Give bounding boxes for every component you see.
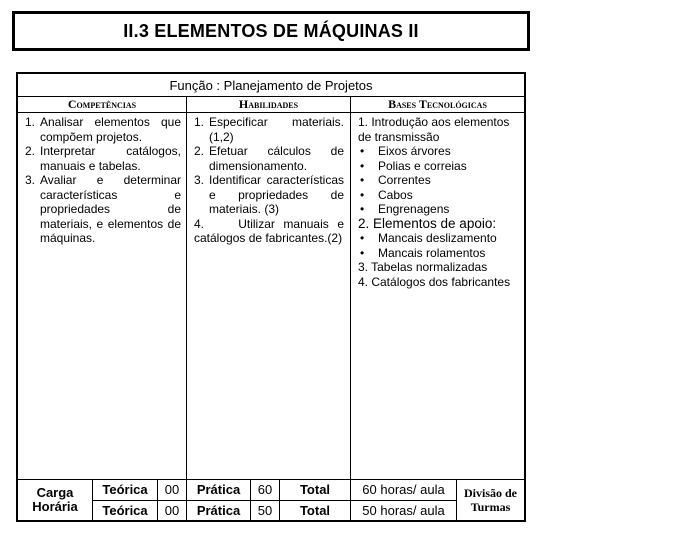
list-item: 4. Utilizar manuais e catálogos de fabricantes.(2) [194,216,344,245]
list-item: 3. Avaliar e determinar características e propriedades de materiais, e elementos de máquinas. [25,173,181,245]
teorica-value: 00 [164,482,180,497]
habilidades-list [190,115,344,246]
total-label: Total [299,503,331,518]
bases-item-2: 2. Elementos de apoio: [358,215,497,231]
total-value: 60 horas/ aula [362,482,445,497]
teorica-label: Teórica [102,482,148,497]
bases-item-1: 1. Introdução aos elementos de transmissão [358,115,510,144]
carga-horaria-label: Carga Horária [32,484,78,514]
list-item: • Engrenagens [360,202,450,216]
total-label: Total [299,482,331,497]
header-habilidades: Habilidades [187,97,350,113]
curriculum-table [16,72,526,522]
list-item: 1. Analisar elementos que compõem projetos. [25,115,181,144]
list-item: • Cabos [360,187,413,202]
pratica-value: 60 [257,482,273,497]
funcao-row: Função : Planejamento de Projetos [18,74,524,97]
total-value: 50 horas/ aula [362,503,445,518]
page-title: II.3 ELEMENTOS DE MÁQUINAS II [123,20,419,41]
list-item: • Polias e correias [360,158,467,173]
divider [186,97,187,479]
divider [350,97,351,479]
header-competencias: Competências [18,97,186,113]
teorica-label: Teórica [102,503,148,518]
list-item: 2. Efetuar cálculos de dimensionamento. [194,144,344,173]
teorica-value: 00 [164,503,180,518]
bases-list [354,115,522,289]
bases-item-4: 4. Catálogos dos fabricantes [358,274,511,289]
pratica-label: Prática [196,482,241,497]
list-item: 2. Interpretar catálogos, manuais e tabelas. [25,144,181,173]
list-item: • Mancais deslizamento [360,231,497,245]
divisao-turmas: Divisão de Turmas [463,485,517,514]
list-item: • Correntes [360,173,431,187]
header-bases: Bases Tecnológicas [351,97,524,113]
pratica-label: Prática [196,503,241,518]
competencias-list [21,115,181,246]
list-item: • Mancais rolamentos [360,245,486,260]
page-title-box [12,11,530,51]
list-item: 1. Especificar materiais.(1,2) [194,115,344,144]
list-item: • Eixos árvores [360,144,451,158]
list-item: 3. Identificar características e propriedades de materiais. (3) [194,173,344,216]
pratica-value: 50 [257,503,273,518]
bases-item-3: 3. Tabelas normalizadas [358,260,488,274]
